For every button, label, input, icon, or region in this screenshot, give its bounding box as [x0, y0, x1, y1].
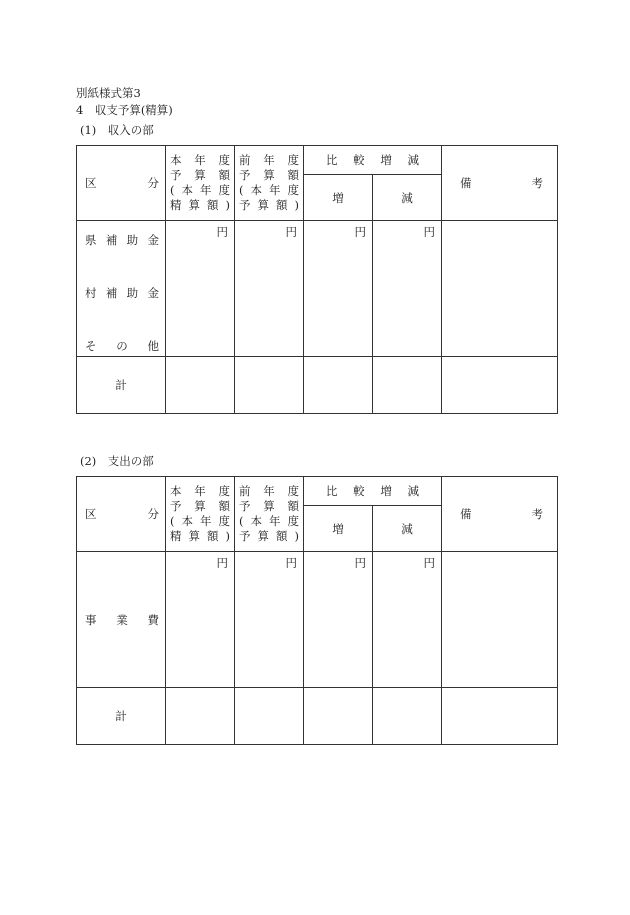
income-increase-header: 増: [304, 175, 373, 221]
expense-total-current: [166, 688, 235, 745]
section-title: 4 収支予算(精算): [76, 103, 173, 117]
expense-decrease-cell: 円: [373, 552, 442, 688]
income-total-increase: [304, 357, 373, 414]
expense-row-labels: [77, 552, 166, 688]
expense-increase-header: 増: [304, 506, 373, 552]
income-remarks-cell: [442, 221, 558, 357]
expense-kubun-header: 区 分: [77, 477, 166, 552]
income-decrease-cell: 円: [373, 221, 442, 357]
income-total-remarks: [442, 357, 558, 414]
income-current-budget-header: 本 年 度 予 算 額 ( 本 年 度 精 算 額 ): [166, 146, 235, 221]
income-subtitle: (1) 収入の部: [80, 123, 154, 137]
expense-total-increase: [304, 688, 373, 745]
expense-remarks-cell: [442, 552, 558, 688]
expense-total-decrease: [373, 688, 442, 745]
income-decrease-header: 減: [373, 175, 442, 221]
expense-table: [76, 476, 558, 745]
income-total-current: [166, 357, 235, 414]
income-total-label: 計: [77, 357, 166, 414]
income-increase-cell: 円: [304, 221, 373, 357]
income-compare-header: 比 較 増 減: [304, 146, 442, 175]
income-row-village-subsidy: 村 補 助 金: [85, 286, 159, 300]
expense-total-previous: [235, 688, 304, 745]
expense-subtitle: (2) 支出の部: [80, 454, 154, 468]
income-kubun-header: 区 分: [77, 146, 166, 221]
expense-current-budget-header: 本 年 度 予 算 額 ( 本 年 度 精 算 額 ): [166, 477, 235, 552]
income-row-labels: [77, 221, 166, 357]
expense-total-label: 計: [77, 688, 166, 745]
expense-increase-cell: 円: [304, 552, 373, 688]
expense-previous-cell: 円: [235, 552, 304, 688]
income-total-previous: [235, 357, 304, 414]
form-number: 別紙様式第3: [76, 86, 141, 100]
income-current-cell: 円: [166, 221, 235, 357]
income-previous-budget-header: 前 年 度 予 算 額 ( 本 年 度 予 算 額 ): [235, 146, 304, 221]
expense-previous-budget-header: 前 年 度 予 算 額 ( 本 年 度 予 算 額 ): [235, 477, 304, 552]
income-row-prefectural-subsidy: 県 補 助 金: [85, 233, 159, 247]
expense-current-cell: 円: [166, 552, 235, 688]
income-row-other: そ の 他: [85, 339, 159, 353]
expense-remarks-header: 備 考: [442, 477, 558, 552]
income-table: [76, 145, 558, 414]
income-remarks-header: 備 考: [442, 146, 558, 221]
expense-total-remarks: [442, 688, 558, 745]
expense-compare-header: 比 較 増 減: [304, 477, 442, 506]
expense-row-project-cost: 事 業 費: [85, 612, 159, 627]
expense-decrease-header: 減: [373, 506, 442, 552]
income-previous-cell: 円: [235, 221, 304, 357]
income-total-decrease: [373, 357, 442, 414]
